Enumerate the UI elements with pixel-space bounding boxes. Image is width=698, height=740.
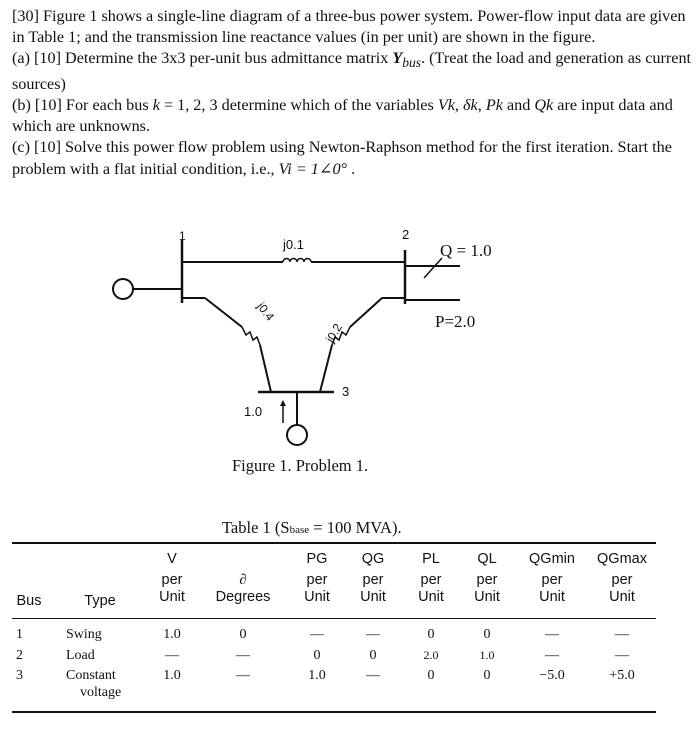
cell-qgmin: —	[545, 648, 559, 663]
header-pl-unit: Unit	[418, 589, 444, 605]
bus-3-label: 3	[342, 384, 350, 399]
cell-type-line1: Constant	[66, 668, 116, 683]
part-a-text-end: . (Treat the load and generation as current sources)	[12, 49, 692, 93]
part-b-vars: Vk, δk, Pk	[437, 96, 503, 115]
part-b-q: Qk	[534, 96, 554, 115]
cell-qgmin: —	[545, 627, 559, 642]
cell-delta: 0	[239, 627, 247, 642]
part-c-text: (c) [10] Solve this power flow problem using Newton-Raphson method for the first iteration. Start the problem with a flat initial condition, i.e.,	[12, 138, 672, 178]
cell-qgmax: —	[615, 648, 629, 663]
bus-2-label: 2	[402, 227, 410, 242]
cell-ql: 1.0	[479, 648, 495, 662]
header-pg-unit: Unit	[304, 589, 330, 605]
part-b-text-end: are input data and which are unknowns.	[12, 96, 673, 136]
cell-pg: —	[310, 627, 324, 642]
cell-ql: 0	[483, 627, 491, 642]
header-qgmin-per: per	[541, 572, 563, 588]
cell-type-line2: voltage	[80, 685, 122, 700]
header-pg-symbol: PG	[306, 551, 328, 567]
bus-3-voltage-label: 1.0	[244, 404, 263, 419]
inductor-13-icon	[242, 327, 260, 345]
part-c-text-end: .	[347, 159, 356, 178]
part-a	[12, 48, 692, 95]
cell-delta: —	[236, 668, 250, 683]
header-qg-unit: Unit	[360, 589, 386, 605]
header-delta	[210, 572, 276, 606]
header-pg	[296, 551, 338, 606]
table-caption-sub: base	[289, 524, 310, 536]
problem-statement	[12, 6, 692, 180]
header-qgmin	[523, 551, 581, 606]
header-delta-symbol: ∂	[239, 572, 247, 588]
flat-start-equation: Vi = 1∠0°	[278, 159, 348, 178]
header-qgmin-symbol: QGmin	[529, 551, 575, 567]
header-qg-symbol: QG	[361, 551, 385, 567]
cell-type	[66, 667, 121, 701]
header-ql-symbol: QL	[477, 551, 497, 567]
cell-bus: 3	[16, 668, 23, 683]
header-pl-symbol: PL	[422, 551, 440, 567]
table-caption-text: Table 1 (S	[222, 518, 290, 537]
load-q-label: Q = 1.0	[440, 241, 492, 260]
reactance-23-label: j0.2	[323, 321, 345, 345]
cell-delta: —	[236, 648, 250, 663]
table-top-rule	[12, 542, 656, 544]
single-line-diagram	[0, 220, 698, 455]
header-v	[150, 551, 194, 606]
header-qg	[352, 551, 394, 606]
part-b-k: k	[152, 96, 160, 115]
cell-qgmax: —	[615, 627, 629, 642]
cell-pl: 2.0	[423, 648, 439, 662]
ybus-symbol: Y	[392, 49, 403, 68]
header-pg-per: per	[306, 572, 328, 588]
header-v-symbol: V	[167, 551, 177, 567]
cell-ql: 0	[483, 668, 491, 683]
ybus-subscript: bus	[402, 55, 422, 71]
cell-bus: 1	[16, 627, 23, 642]
cell-qg: —	[366, 627, 380, 642]
cell-type: Swing	[66, 627, 102, 642]
header-v-unit: Unit	[159, 589, 185, 605]
cell-v: 1.0	[163, 668, 181, 683]
header-qg-per: per	[362, 572, 384, 588]
header-bus: Bus	[16, 593, 42, 609]
cell-v: 1.0	[163, 627, 181, 642]
cell-pg: 0	[313, 648, 321, 663]
part-b	[12, 95, 692, 137]
header-delta-unit: Degrees	[215, 589, 271, 605]
part-b-text: (b) [10] For each bus	[12, 96, 153, 115]
generator-3-icon	[287, 425, 307, 445]
load-p-label: P=2.0	[435, 312, 476, 331]
table-caption	[222, 518, 402, 538]
header-ql	[466, 551, 508, 606]
figure-caption: Figure 1. Problem 1.	[232, 456, 369, 475]
part-b-mid: = 1, 2, 3 determine which of the variables	[159, 96, 438, 115]
part-c	[12, 137, 692, 179]
table-bottom-rule	[12, 711, 656, 713]
cell-qgmax: +5.0	[609, 668, 635, 683]
cell-bus: 2	[16, 648, 23, 663]
header-pl-per: per	[420, 572, 442, 588]
reactance-13-label: j0.4	[254, 299, 278, 324]
cell-pl: 0	[427, 668, 435, 683]
header-qgmax-unit: Unit	[609, 589, 635, 605]
bus-1-label: 1	[179, 229, 186, 243]
generator-1-icon	[113, 279, 133, 299]
cell-qg: —	[366, 668, 380, 683]
cell-pg: 1.0	[308, 668, 326, 683]
header-qgmin-unit: Unit	[539, 589, 565, 605]
header-type: Type	[84, 593, 116, 609]
header-ql-per: per	[476, 572, 498, 588]
part-b-and: and	[502, 96, 535, 115]
header-qgmax	[592, 551, 652, 606]
header-qgmax-symbol: QGmax	[597, 551, 647, 567]
header-pl	[410, 551, 452, 606]
cell-pl: 0	[427, 627, 435, 642]
header-v-per: per	[161, 572, 183, 588]
cell-qgmin: −5.0	[539, 668, 565, 683]
table-header-rule	[12, 618, 656, 619]
problem-intro: [30] Figure 1 shows a single-line diagram of a three-bus power system. Power-flow input data are given in Table 1; and the transmission line reactance values (in per unit) are shown in the figure.	[12, 7, 686, 47]
table-caption-end: = 100 MVA).	[309, 518, 402, 537]
inductor-12-icon	[283, 259, 311, 263]
cell-v: —	[165, 648, 179, 663]
header-qgmax-per: per	[611, 572, 633, 588]
cell-type: Load	[66, 648, 95, 663]
header-ql-unit: Unit	[474, 589, 500, 605]
part-a-text: (a) [10] Determine the 3x3 per-unit bus admittance matrix	[12, 49, 393, 68]
reactance-12-label: j0.1	[283, 237, 304, 252]
cell-qg: 0	[369, 648, 377, 663]
